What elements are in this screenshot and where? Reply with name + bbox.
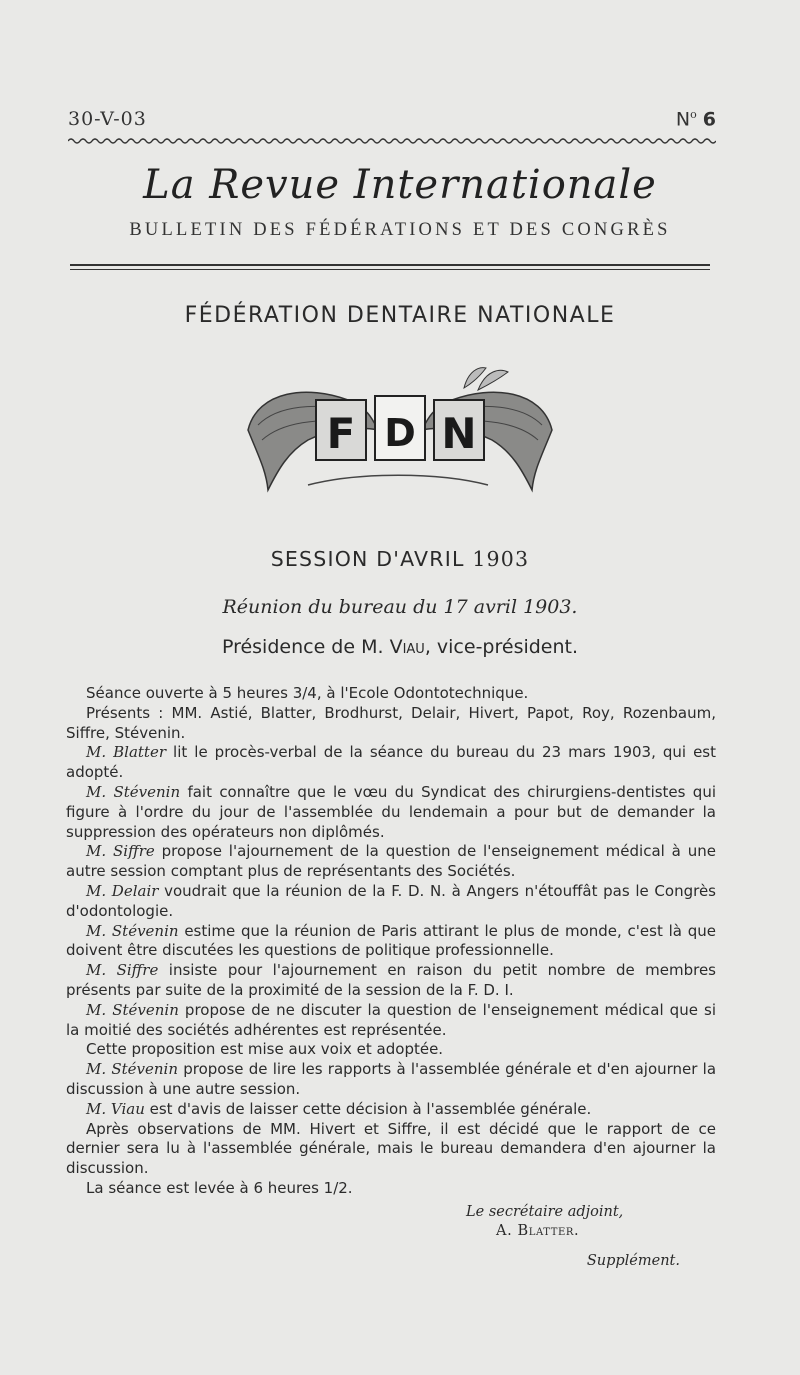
- paragraph-text: fait connaître que le vœu du Syndicat des chirurgiens-dentistes qui figure à l'ordre du jour de l'assemblée du lendemain a pour but de demander la suppression des opérateurs non diplômés.: [66, 782, 717, 841]
- paragraph-text: voudrait que la réunion de la F. D. N. à Angers n'étouffât pas le Congrès d'odontologie.: [66, 881, 716, 920]
- paragraph-text: est d'avis de laisser cette décision à l'assemblée générale.: [144, 1099, 592, 1118]
- issue-date: 30-V-03: [68, 108, 147, 130]
- paragraph-text: Après observations de MM. Hivert et Siffre, il est décidé que le rapport de ce dernier sera lu à l'assemblée générale, mais le bureau demandera d'en ajourner la discussion.: [66, 1119, 716, 1178]
- paragraph: [66, 961, 716, 1001]
- speaker-name: M. Siffre: [86, 842, 155, 861]
- paragraph: [66, 783, 716, 842]
- masthead-title: La Revue Internationale: [143, 162, 657, 208]
- paragraph-text: propose de lire les rapports à l'assemblée générale et d'en ajourner la discussion à une autre session.: [66, 1060, 717, 1098]
- session-label: SESSION D'AVRIL: [270, 547, 465, 571]
- paragraph-text: propose l'ajournement de la question de l'enseignement médical à une autre session comptant plus de représentants des Sociétés.: [66, 842, 716, 881]
- session-year: 1903: [472, 547, 530, 571]
- masthead-subtitle: BULLETIN DES FÉDÉRATIONS ET DES CONGRÈS: [129, 220, 671, 240]
- issue-number: [676, 108, 716, 130]
- header-row: [68, 108, 716, 136]
- emblem-letter-n: N: [441, 409, 477, 458]
- paragraph: [66, 1001, 716, 1041]
- paragraph-text: La séance est levée à 6 heures 1/2.: [86, 1178, 353, 1197]
- reunion-heading: Réunion du bureau du 17 avril 1903.: [222, 596, 578, 618]
- double-rule-bottom: [70, 269, 710, 270]
- signature-name: A. Blatter.: [496, 1223, 580, 1239]
- paragraph: [66, 1120, 716, 1179]
- speaker-name: M. Stévenin: [86, 921, 179, 940]
- paragraph: [66, 684, 716, 704]
- issue-label: N: [675, 108, 691, 131]
- issue-label-sup: o: [690, 108, 697, 121]
- paragraph-text: lit le procès-verbal de la séance du bureau du 23 mars 1903, qui est adopté.: [66, 743, 716, 782]
- minutes-body: [66, 684, 716, 1199]
- supplement-label: Supplément.: [586, 1253, 680, 1269]
- paragraph: [66, 1060, 716, 1100]
- paragraph: [66, 922, 716, 962]
- paragraph: [66, 1100, 716, 1120]
- presidence-after: , vice-président.: [424, 636, 579, 658]
- paragraph-text: Séance ouverte à 5 heures 3/4, à l'Ecole Odontotechnique.: [86, 684, 529, 702]
- paragraph: [66, 842, 716, 882]
- paragraph-text: estime que la réunion de Paris attirant le plus de monde, c'est là que doivent être discutées les questions de politique professionnelle.: [66, 921, 716, 960]
- speaker-name: M. Viau: [86, 1099, 145, 1118]
- speaker-name: M. Stévenin: [86, 782, 181, 801]
- speaker-name: M. Delair: [86, 881, 159, 900]
- fdn-emblem-icon: [238, 360, 562, 500]
- paragraph-text: propose de ne discuter la question de l'enseignement médical que si la moitié des sociétés adhérentes est représentée.: [66, 1000, 716, 1039]
- presidence-name: Viau: [389, 636, 425, 658]
- presidence-line: [0, 636, 800, 658]
- paragraph: [66, 1179, 716, 1199]
- issue-number-value: 6: [702, 108, 716, 131]
- presidence-before: Présidence de M.: [221, 636, 384, 658]
- paragraph: [66, 704, 716, 744]
- session-heading: [0, 547, 800, 571]
- speaker-name: M. Blatter: [86, 743, 167, 762]
- paragraph-text: Présents : MM. Astié, Blatter, Brodhurst, Delair, Hivert, Papot, Roy, Rozenbaum, Siffre, Stévenin.: [66, 703, 716, 742]
- speaker-name: M. Stévenin: [86, 1060, 179, 1079]
- double-rule-top: [70, 264, 710, 266]
- paragraph-text: insiste pour l'ajournement en raison du petit nombre de membres présents par suite de la proximité de la session de la F. D. I.: [66, 961, 716, 999]
- paragraph: [66, 1040, 716, 1060]
- federation-title: FÉDÉRATION DENTAIRE NATIONALE: [184, 303, 616, 328]
- paragraph: [66, 882, 716, 922]
- signature-role: Le secrétaire adjoint,: [466, 1204, 624, 1220]
- emblem-letter-d: D: [384, 411, 416, 455]
- speaker-name: M. Siffre: [86, 961, 159, 980]
- emblem-letter-f: F: [326, 409, 356, 458]
- wavy-rule: [68, 136, 716, 146]
- speaker-name: M. Stévenin: [86, 1000, 179, 1019]
- paragraph: [66, 743, 716, 783]
- paragraph-text: Cette proposition est mise aux voix et adoptée.: [86, 1040, 444, 1059]
